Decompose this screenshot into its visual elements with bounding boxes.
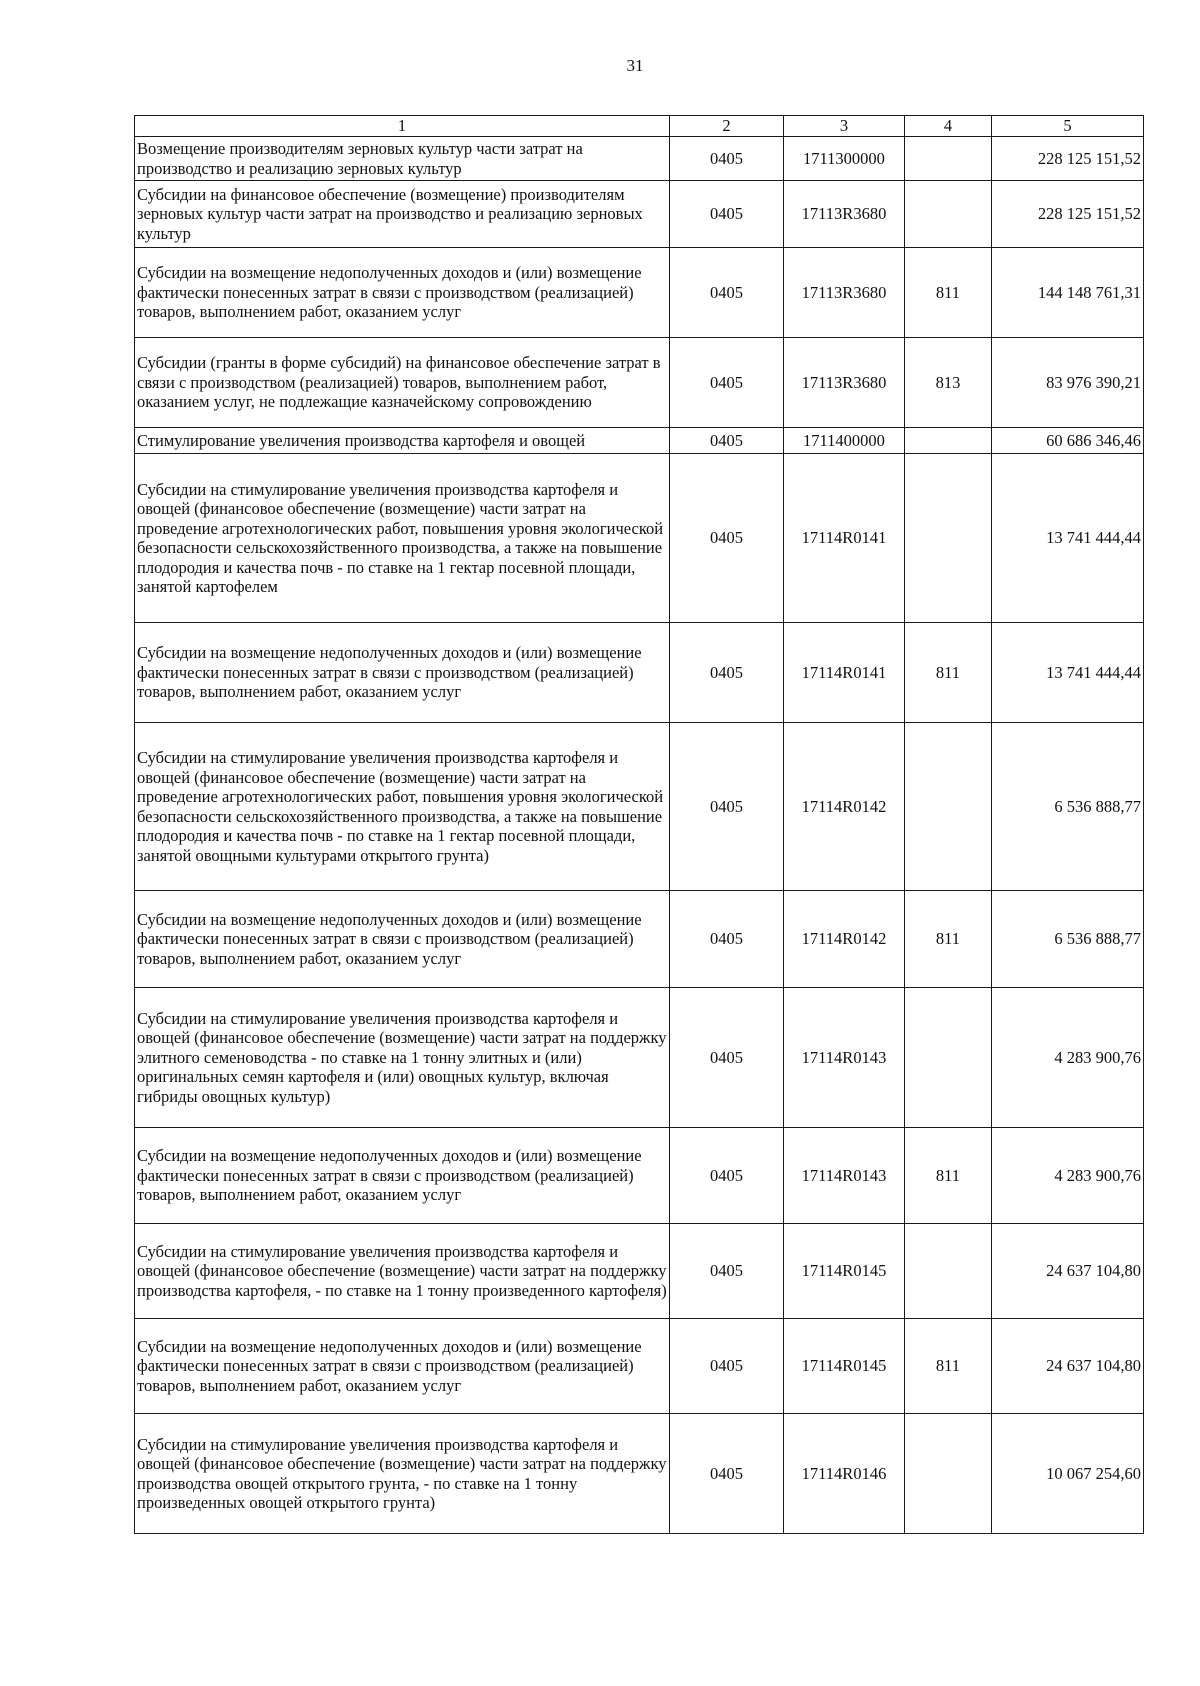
row-amount: 4 283 900,76 [992,1128,1144,1224]
table-row [135,1128,1144,1224]
row-amount: 60 686 346,46 [992,428,1144,454]
table-row [135,623,1144,723]
row-target: 1711300000 [784,137,905,181]
row-expense-type: 811 [905,1128,992,1224]
table-row [135,181,1144,248]
row-amount: 6 536 888,77 [992,723,1144,891]
table-row [135,723,1144,891]
row-name: Субсидии на финансовое обеспечение (возмещение) производителям зерновых культур части затрат на производство и реализацию зерновых культур [135,181,670,248]
row-section: 0405 [670,428,784,454]
table-row [135,891,1144,988]
row-target: 17113R3680 [784,181,905,248]
row-section: 0405 [670,988,784,1128]
row-expense-type [905,428,992,454]
row-target: 17114R0141 [784,623,905,723]
row-section: 0405 [670,1128,784,1224]
row-target: 17113R3680 [784,338,905,428]
row-expense-type [905,454,992,623]
row-expense-type [905,181,992,248]
row-name: Субсидии на стимулирование увеличения производства картофеля и овощей (финансовое обеспечение (возмещение) части затрат на поддержку производства овощей открытого грунта, - по ставке на 1 тонну произведенных овощей открытого грунта) [135,1414,670,1534]
row-section: 0405 [670,1224,784,1319]
row-name: Возмещение производителям зерновых культур части затрат на производство и реализацию зерновых культур [135,137,670,181]
table-row [135,454,1144,623]
row-name: Субсидии на стимулирование увеличения производства картофеля и овощей (финансовое обеспечение (возмещение) части затрат на проведение агротехнологических работ, повышения уровня экологической безопасности сельскохозяйственного производства, а также на повышение плодородия и качества почв - по ставке на 1 гектар посевной площади, занятой овощными культурами открытого грунта) [135,723,670,891]
row-expense-type: 811 [905,623,992,723]
budget-table [134,115,1144,1534]
table-row [135,248,1144,338]
row-amount: 228 125 151,52 [992,137,1144,181]
row-section: 0405 [670,1414,784,1534]
row-expense-type [905,137,992,181]
row-name: Субсидии на возмещение недополученных доходов и (или) возмещение фактически понесенных затрат в связи с производством (реализацией) товаров, выполнением работ, оказанием услуг [135,248,670,338]
row-target: 17114R0145 [784,1224,905,1319]
column-header: 1 [135,116,670,137]
row-expense-type: 811 [905,891,992,988]
column-header: 4 [905,116,992,137]
row-target: 17113R3680 [784,248,905,338]
row-name: Субсидии на возмещение недополученных доходов и (или) возмещение фактически понесенных затрат в связи с производством (реализацией) товаров, выполнением работ, оказанием услуг [135,891,670,988]
row-amount: 24 637 104,80 [992,1319,1144,1414]
row-section: 0405 [670,137,784,181]
row-expense-type: 813 [905,338,992,428]
table-row [135,137,1144,181]
row-section: 0405 [670,1319,784,1414]
table-row [135,988,1144,1128]
row-section: 0405 [670,338,784,428]
row-expense-type: 811 [905,1319,992,1414]
table-row [135,338,1144,428]
row-name: Субсидии на возмещение недополученных доходов и (или) возмещение фактически понесенных затрат в связи с производством (реализацией) товаров, выполнением работ, оказанием услуг [135,1319,670,1414]
row-section: 0405 [670,891,784,988]
row-amount: 4 283 900,76 [992,988,1144,1128]
row-name: Субсидии на стимулирование увеличения производства картофеля и овощей (финансовое обеспечение (возмещение) части затрат на поддержку производства картофеля, - по ставке на 1 тонну произведенного картофеля) [135,1224,670,1319]
row-section: 0405 [670,248,784,338]
row-amount: 13 741 444,44 [992,623,1144,723]
row-section: 0405 [670,623,784,723]
row-amount: 10 067 254,60 [992,1414,1144,1534]
page-number: 31 [626,56,644,75]
row-expense-type [905,988,992,1128]
row-target: 17114R0142 [784,723,905,891]
row-name: Стимулирование увеличения производства картофеля и овощей [135,428,670,454]
row-expense-type [905,1224,992,1319]
row-expense-type [905,723,992,891]
row-amount: 83 976 390,21 [992,338,1144,428]
table-row [135,1414,1144,1534]
row-section: 0405 [670,454,784,623]
row-name: Субсидии на возмещение недополученных доходов и (или) возмещение фактически понесенных затрат в связи с производством (реализацией) товаров, выполнением работ, оказанием услуг [135,1128,670,1224]
row-target: 17114R0143 [784,1128,905,1224]
column-header: 3 [784,116,905,137]
row-expense-type [905,1414,992,1534]
row-section: 0405 [670,181,784,248]
row-name: Субсидии на стимулирование увеличения производства картофеля и овощей (финансовое обеспечение (возмещение) части затрат на проведение агротехнологических работ, повышения уровня экологической безопасности сельскохозяйственного производства, а также на повышение плодородия и качества почв - по ставке на 1 гектар посевной площади, занятой картофелем [135,454,670,623]
row-amount: 13 741 444,44 [992,454,1144,623]
row-name: Субсидии на возмещение недополученных доходов и (или) возмещение фактически понесенных затрат в связи с производством (реализацией) товаров, выполнением работ, оказанием услуг [135,623,670,723]
row-target: 17114R0145 [784,1319,905,1414]
row-target: 17114R0143 [784,988,905,1128]
row-target: 1711400000 [784,428,905,454]
row-amount: 144 148 761,31 [992,248,1144,338]
table-row [135,1224,1144,1319]
table-header-row [135,116,1144,137]
row-name: Субсидии (гранты в форме субсидий) на финансовое обеспечение затрат в связи с производством (реализацией) товаров, выполнением работ, оказанием услуг, не подлежащие казначейскому сопровождению [135,338,670,428]
row-section: 0405 [670,723,784,891]
row-target: 17114R0141 [784,454,905,623]
row-amount: 24 637 104,80 [992,1224,1144,1319]
row-name: Субсидии на стимулирование увеличения производства картофеля и овощей (финансовое обеспечение (возмещение) части затрат на поддержку элитного семеноводства - по ставке на 1 тонну элитных и (или) оригинальных семян картофеля и (или) овощных культур, включая гибриды овощных культур) [135,988,670,1128]
row-target: 17114R0142 [784,891,905,988]
column-header: 5 [992,116,1144,137]
row-target: 17114R0146 [784,1414,905,1534]
row-amount: 228 125 151,52 [992,181,1144,248]
table-row [135,1319,1144,1414]
table-row [135,428,1144,454]
row-expense-type: 811 [905,248,992,338]
row-amount: 6 536 888,77 [992,891,1144,988]
column-header: 2 [670,116,784,137]
